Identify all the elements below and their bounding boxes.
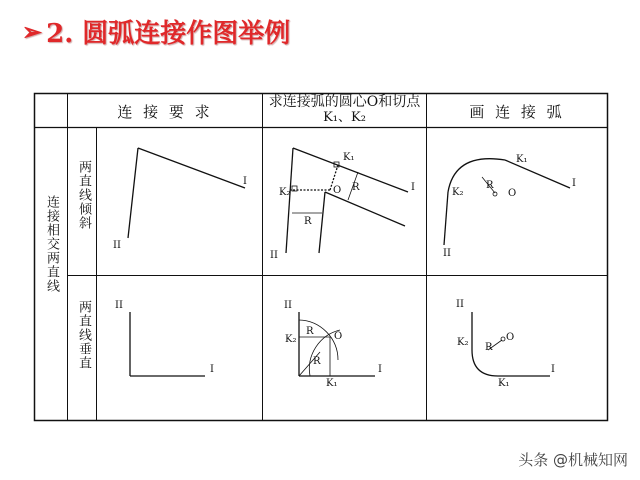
slide-title-text: 2. 圆弧连接作图举例 <box>46 18 291 49</box>
row-label-perpendicular: 两直线垂直 <box>76 300 91 370</box>
label-r-r1c3: R <box>486 180 494 191</box>
label-line2-r2c2: II <box>284 300 292 311</box>
fig-inclined-draw <box>444 159 570 245</box>
row-label-inclined: 两直线倾斜 <box>76 160 91 230</box>
label-r-r2c2: R <box>306 326 314 337</box>
fig-inclined-requirement <box>128 148 245 238</box>
row-group-label: 连接相交两直线 <box>44 195 59 293</box>
label-line1-r1c3: I <box>572 178 576 189</box>
label-line2-r2c3: II <box>456 299 464 310</box>
label-line1-r2c1: I <box>210 364 214 375</box>
label-k1-r1c3: K₁ <box>516 154 528 165</box>
label-line1-r2c3: I <box>551 364 555 375</box>
label-o-r2c2: O <box>334 331 343 342</box>
label-r-r1c2: R <box>304 216 312 227</box>
label-k2-r1c3: K₂ <box>452 187 464 198</box>
label-k2-r2c2: K₂ <box>285 334 297 345</box>
label-r2-r2c2: R <box>313 356 321 367</box>
header-requirement: 连 接 要 求 <box>117 103 213 121</box>
arrow-bullet-icon: ➢ <box>22 16 43 46</box>
fig-perpendicular-draw <box>472 312 550 376</box>
fig-perpendicular-center <box>299 312 375 376</box>
label-line2-r1c2: II <box>270 250 278 261</box>
label-r2-r1c2: R <box>352 182 360 193</box>
label-k1-r1c2: K₁ <box>343 152 355 163</box>
label-line1-r1c2: I <box>411 182 415 193</box>
fig-perpendicular-requirement <box>130 312 205 376</box>
label-k2-r1c2: K₂ <box>279 187 291 198</box>
label-k2-r2c3: K₂ <box>457 337 469 348</box>
label-line2-r2c1: II <box>115 300 123 311</box>
label-k1-r2c3: K₁ <box>498 378 510 389</box>
header-center-line2: K₁、K₂ <box>323 110 366 125</box>
label-line2-r1c1: II <box>113 240 121 251</box>
label-line2-r1c3: II <box>443 248 451 259</box>
label-o-r1c2: O <box>333 185 342 196</box>
header-center-line1: 求连接弧的圆心O和切点 <box>268 94 421 110</box>
watermark: 头条 @机械知网 <box>518 451 628 469</box>
label-o-r2c3: O <box>506 332 515 343</box>
fig-inclined-center <box>286 148 408 253</box>
label-r-r2c3: R <box>485 342 493 353</box>
label-k1-r2c2: K₁ <box>326 378 338 389</box>
label-o-r1c3: O <box>508 188 517 199</box>
header-draw: 画 连 接 弧 <box>469 103 565 121</box>
label-line1-r2c2: I <box>378 364 382 375</box>
label-line1-r1c1: I <box>243 176 247 187</box>
